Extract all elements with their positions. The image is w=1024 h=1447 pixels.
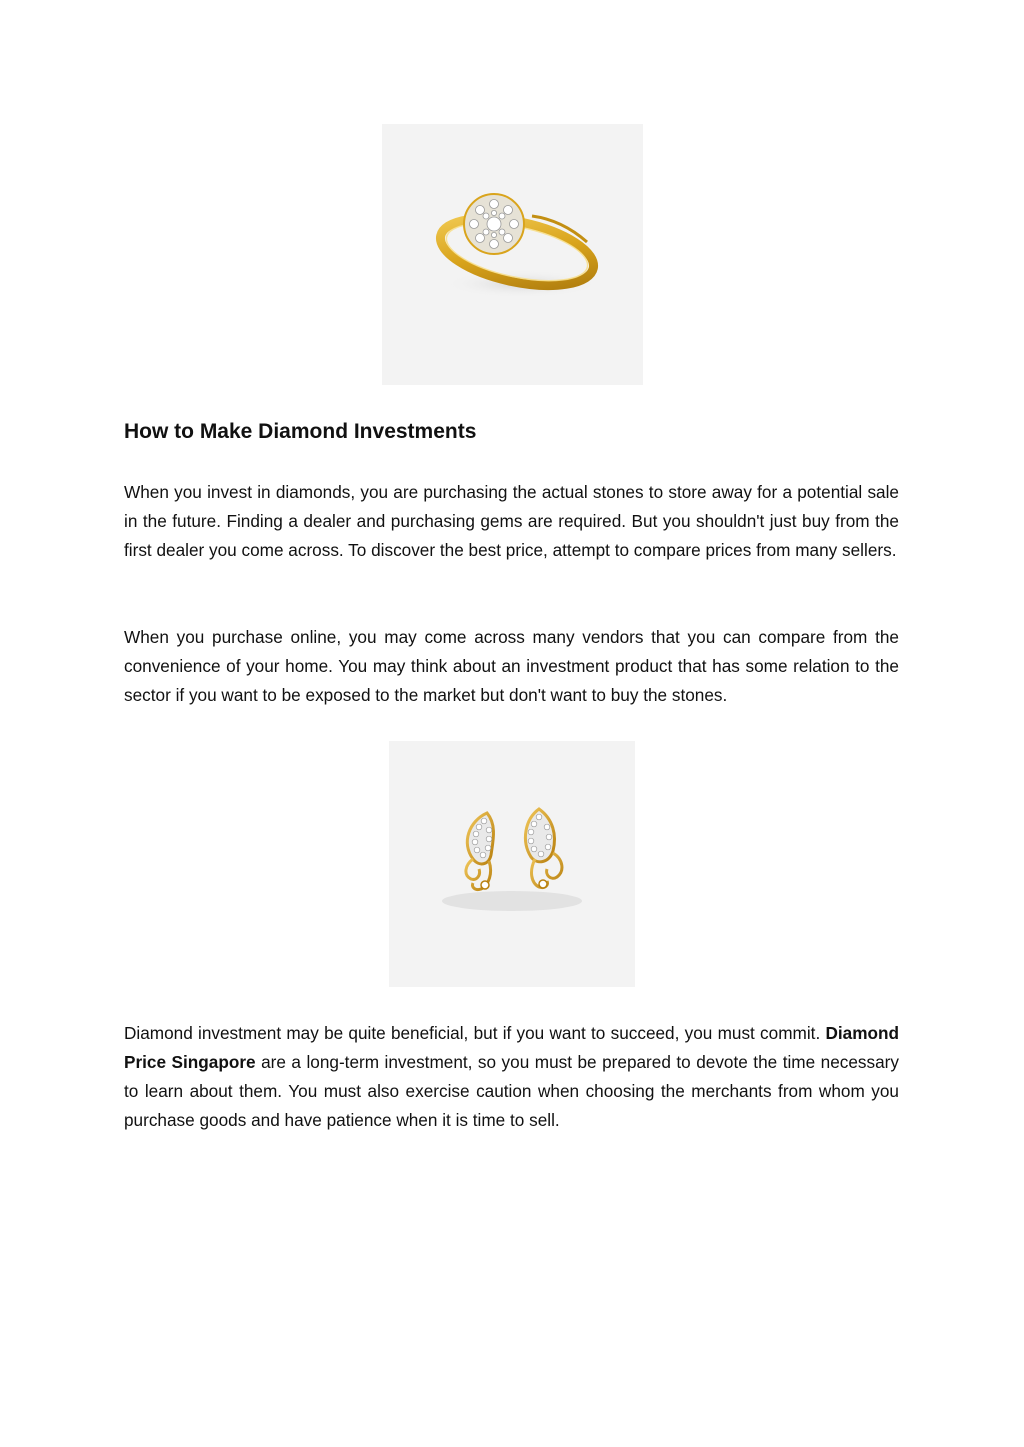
- right-earring: [525, 809, 561, 888]
- paragraph-3: [124, 1019, 899, 1135]
- paragraph-3-intro: Diamond investment may be quite beneficial, but if you want to succeed, you must commit.: [124, 1023, 821, 1043]
- diamond-ring-icon: [382, 124, 643, 385]
- diamond-earrings-icon: [389, 741, 635, 987]
- paragraph-2: When you purchase online, you may come across many vendors that you can compare from the convenience of your home. You may think about an investment product that has some relation to the sector if you want to be exposed to the market but don't want to buy the stones.: [124, 627, 899, 705]
- ring-image: [382, 124, 643, 385]
- earrings-image: [389, 741, 635, 987]
- left-earring: [466, 813, 494, 890]
- keyword-diamond-price-singapore: Diamond Price Singapore: [124, 1023, 899, 1072]
- paragraph-1: When you invest in diamonds, you are purchasing the actual stones to store away for a potential sale in the future. Finding a dealer and purchasing gems are required. But you shouldn't just buy from the first dealer you come across. To discover the best price, attempt to compare prices from many sellers.: [124, 482, 899, 560]
- paragraph-3-rest: are a long-term investment, so you must be prepared to devote the time necessary to learn about them. You must also exercise caution when choosing the merchants from whom you purchase goods and have patience when it is time to sell.: [124, 1052, 899, 1130]
- page-title: How to Make Diamond Investments: [124, 420, 477, 443]
